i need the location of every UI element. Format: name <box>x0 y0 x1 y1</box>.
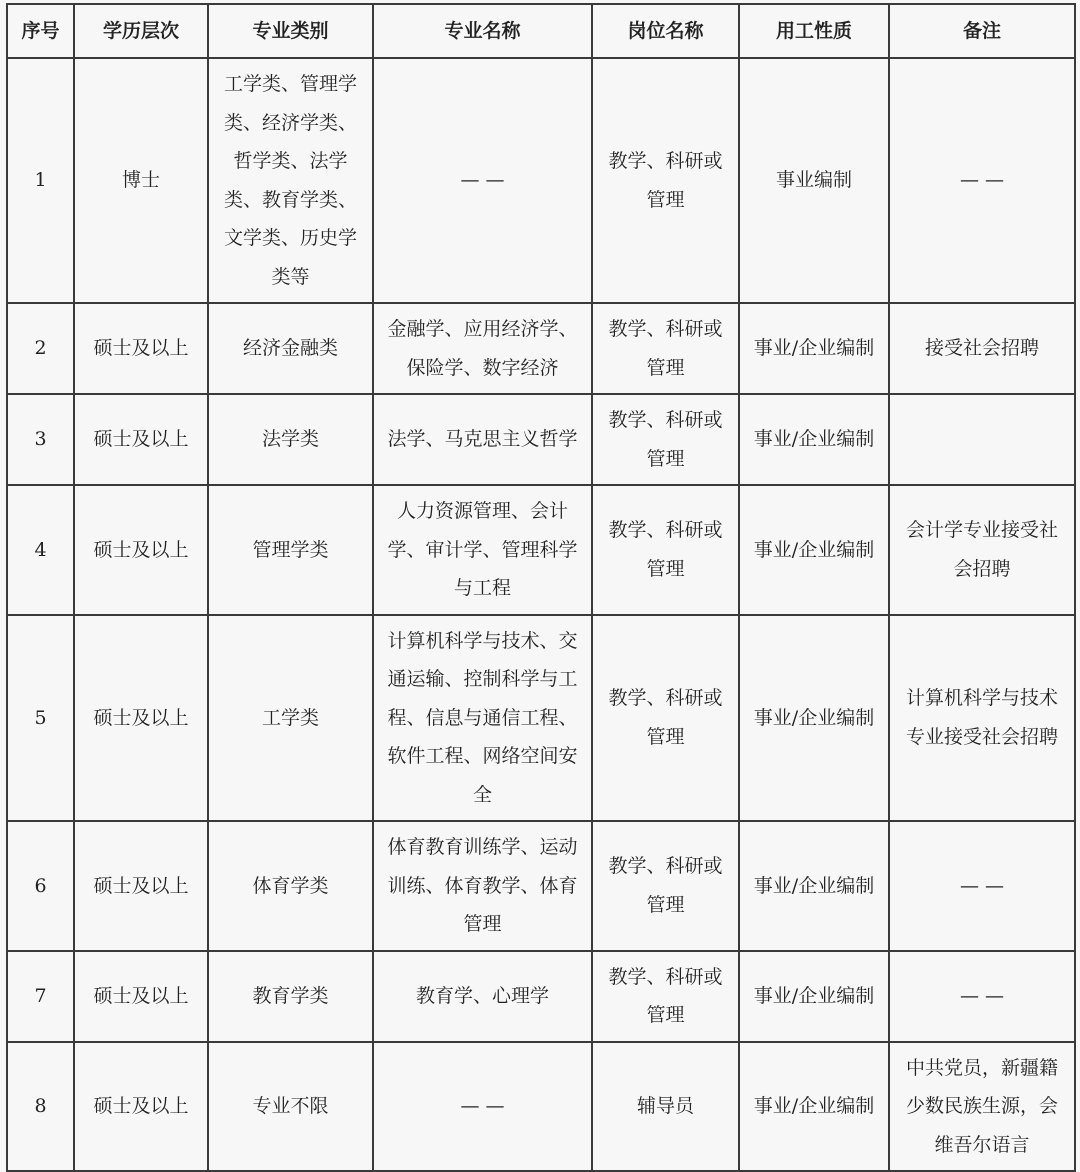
header-level: 学历层次 <box>74 4 208 58</box>
cell-note: — — <box>889 821 1075 951</box>
cell-position: 辅导员 <box>592 1042 739 1172</box>
cell-position: 教学、科研或管理 <box>592 394 739 485</box>
cell-nature: 事业/企业编制 <box>739 821 889 951</box>
cell-major: — — <box>373 58 592 303</box>
cell-position: 教学、科研或管理 <box>592 821 739 951</box>
cell-level: 硕士及以上 <box>74 394 208 485</box>
cell-no: 8 <box>7 1042 74 1172</box>
header-note: 备注 <box>889 4 1075 58</box>
cell-position: 教学、科研或管理 <box>592 615 739 822</box>
cell-note: 计算机科学与技术专业接受社会招聘 <box>889 615 1075 822</box>
cell-level: 硕士及以上 <box>74 1042 208 1172</box>
cell-level: 硕士及以上 <box>74 485 208 615</box>
header-no: 序号 <box>7 4 74 58</box>
table-row <box>7 485 1075 615</box>
cell-note <box>889 394 1075 485</box>
cell-nature: 事业/企业编制 <box>739 303 889 394</box>
cell-note: 中共党员，新疆籍少数民族生源，会维吾尔语言 <box>889 1042 1075 1172</box>
cell-major: 体育教育训练学、运动训练、体育教学、体育管理 <box>373 821 592 951</box>
header-position: 岗位名称 <box>592 4 739 58</box>
cell-category: 工学类、管理学类、经济学类、哲学类、法学类、教育学类、文学类、历史学类等 <box>208 58 373 303</box>
header-major: 专业名称 <box>373 4 592 58</box>
cell-major: 法学、马克思主义哲学 <box>373 394 592 485</box>
table-row <box>7 951 1075 1042</box>
cell-level: 硕士及以上 <box>74 303 208 394</box>
table-row <box>7 394 1075 485</box>
cell-position: 教学、科研或管理 <box>592 485 739 615</box>
cell-no: 3 <box>7 394 74 485</box>
cell-major: — — <box>373 1042 592 1172</box>
cell-nature: 事业/企业编制 <box>739 615 889 822</box>
cell-category: 体育学类 <box>208 821 373 951</box>
cell-major: 人力资源管理、会计学、审计学、管理科学与工程 <box>373 485 592 615</box>
cell-level: 硕士及以上 <box>74 951 208 1042</box>
recruitment-table <box>6 3 1076 1172</box>
cell-nature: 事业/企业编制 <box>739 394 889 485</box>
cell-category: 经济金融类 <box>208 303 373 394</box>
cell-note: — — <box>889 951 1075 1042</box>
cell-major: 教育学、心理学 <box>373 951 592 1042</box>
cell-nature: 事业/企业编制 <box>739 951 889 1042</box>
cell-level: 硕士及以上 <box>74 821 208 951</box>
cell-note: — — <box>889 58 1075 303</box>
cell-level: 硕士及以上 <box>74 615 208 822</box>
header-row <box>7 4 1075 58</box>
cell-no: 6 <box>7 821 74 951</box>
cell-no: 4 <box>7 485 74 615</box>
header-category: 专业类别 <box>208 4 373 58</box>
table-row <box>7 1042 1075 1172</box>
cell-position: 教学、科研或管理 <box>592 58 739 303</box>
cell-position: 教学、科研或管理 <box>592 303 739 394</box>
cell-nature: 事业编制 <box>739 58 889 303</box>
cell-category: 专业不限 <box>208 1042 373 1172</box>
cell-category: 管理学类 <box>208 485 373 615</box>
cell-category: 工学类 <box>208 615 373 822</box>
table-row <box>7 303 1075 394</box>
cell-no: 2 <box>7 303 74 394</box>
cell-position: 教学、科研或管理 <box>592 951 739 1042</box>
cell-nature: 事业/企业编制 <box>739 1042 889 1172</box>
cell-no: 1 <box>7 58 74 303</box>
cell-no: 5 <box>7 615 74 822</box>
cell-category: 教育学类 <box>208 951 373 1042</box>
table-row <box>7 821 1075 951</box>
table-row <box>7 615 1075 822</box>
cell-category: 法学类 <box>208 394 373 485</box>
cell-major: 计算机科学与技术、交通运输、控制科学与工程、信息与通信工程、软件工程、网络空间安全 <box>373 615 592 822</box>
cell-major: 金融学、应用经济学、保险学、数字经济 <box>373 303 592 394</box>
cell-level: 博士 <box>74 58 208 303</box>
cell-no: 7 <box>7 951 74 1042</box>
cell-note: 会计学专业接受社会招聘 <box>889 485 1075 615</box>
cell-nature: 事业/企业编制 <box>739 485 889 615</box>
header-nature: 用工性质 <box>739 4 889 58</box>
cell-note: 接受社会招聘 <box>889 303 1075 394</box>
table-row <box>7 58 1075 303</box>
